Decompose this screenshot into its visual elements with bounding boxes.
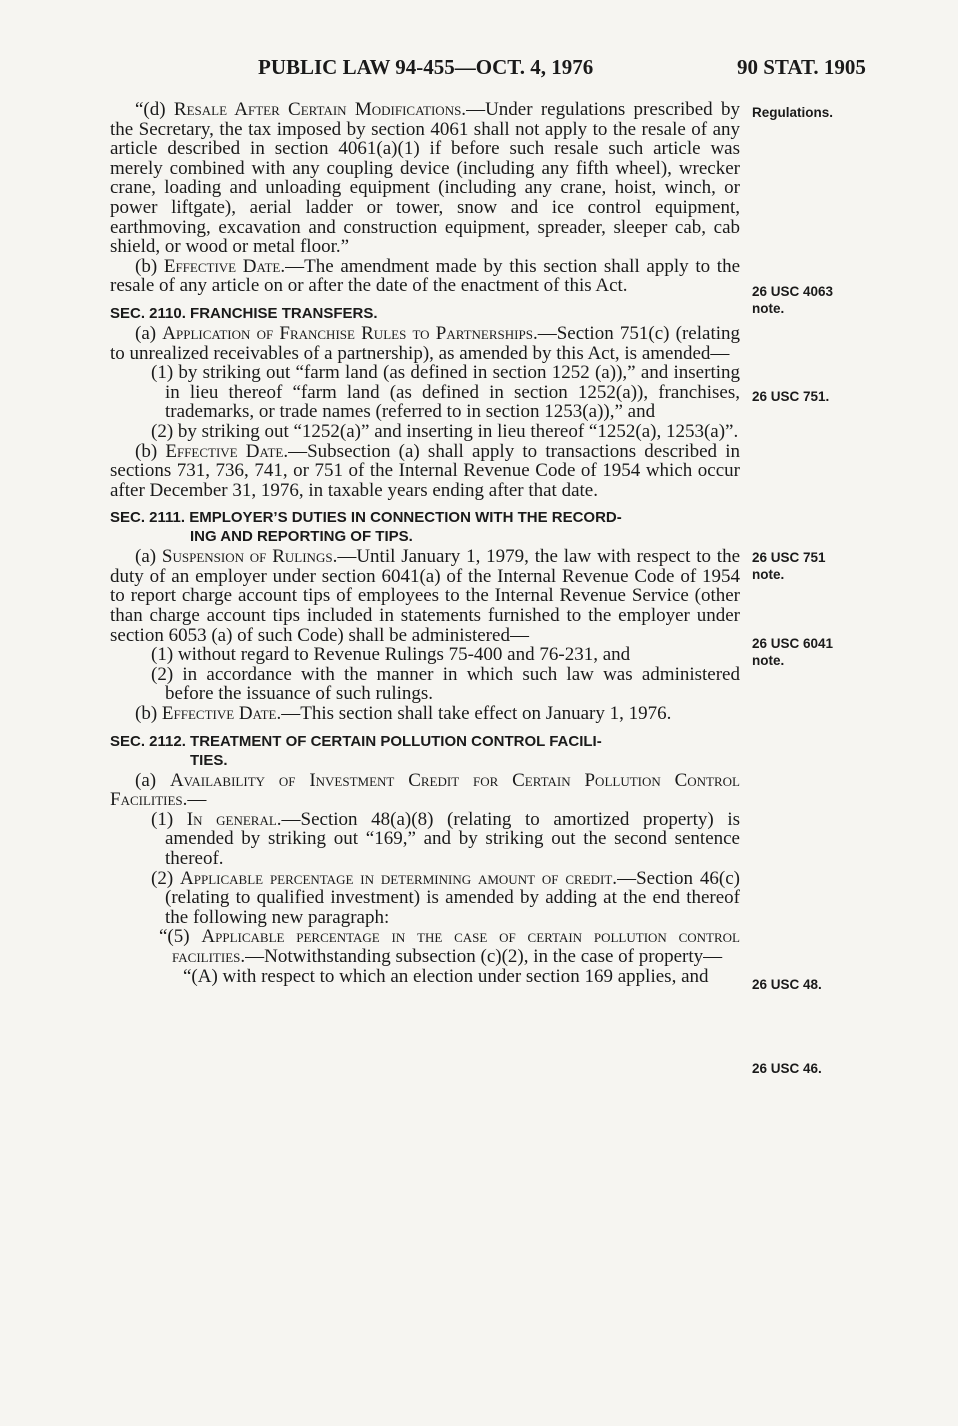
subclause-a-election: “(A) with respect to which an election under section 169 applies, and: [183, 965, 709, 987]
margin-note-48: 26 USC 48.: [752, 977, 822, 992]
clause-1-in-general: (1) In general.—Section 48(a)(8) (relating to amortized property) is amended by striking out “169,” and by striking out the second sentence thereof.: [151, 808, 741, 869]
paragraph-investment-credit: (a) Availability of Investment Credit for Certain Pollution Control Facilities.—: [110, 769, 740, 811]
paragraph-suspension-of-rulings: (a) Suspension of Rulings.—Until January 1, 1979, the law with respect to the duty of an employer under section 6041(a) of the Internal Revenue Code of 1954 to report charge account tips of employees to the Internal Revenue Service (other than charge account tips included in statements furnished to the employer under section 6053 (a) of such Code) shall be administered—: [110, 546, 740, 646]
paragraph-heading: Applicable percentage in the case of certain pollution control facilities.: [172, 926, 740, 967]
page-header: [0, 55, 958, 81]
paragraph-heading: Resale After Certain Modifications.: [173, 99, 467, 120]
margin-note-751: 26 USC 751.: [752, 389, 830, 404]
paragraph-franchise-rules: (a) Application of Franchise Rules to Partnerships.—Section 751(c) (relating to unrealized receivables of a partnership), as amended by this Act, is amended—: [110, 322, 740, 364]
document-body: [110, 100, 740, 986]
section-heading-2110: SEC. 2110. FRANCHISE TRANSFERS.: [110, 304, 378, 322]
paragraph-resale-after-modifications: “(d) Resale After Certain Modifications.—Under regulations prescribed by the Secretary, the tax imposed by section 4061 shall not apply to the resale of any article described in section 4061(a)(1) if before such resale such article was merely combined with any coupling device (including any fifth wheel), wrecker crane, loading and unloading equipment (including any crane, hoist, winch, or power liftgate), aerial ladder or tower, snow and ice control equipment, earthmoving, excavation and construction equipment, spreader, sleeper cab, cab shield, or wood or metal floor.”: [110, 99, 740, 258]
section-heading-2111: SEC. 2111. EMPLOYER’S DUTIES IN CONNECTION WITH THE RECORD- ING AND REPORTING OF TIPS.: [110, 509, 622, 546]
clause-1-farm-land: (1) by striking out “farm land (as defined in section 1252 (a)),” and inserting in lieu thereof “farm land (as defined in section 1252(a)), franchises, trademarks, or trade names (referred to in section 1253(a)),” and: [151, 362, 740, 423]
clause-2-striking-1252: (2) by striking out “1252(a)” and inserting in lieu thereof “1252(a), 1253(a)”.: [151, 420, 739, 442]
clause-2-administered: (2) in accordance with the manner in which such law was administered before the issuance of such rulings.: [151, 663, 740, 705]
paragraph-heading: In general.: [186, 808, 282, 830]
paragraph-heading: Suspension of Rulings.: [161, 546, 338, 568]
margin-note-46: 26 USC 46.: [752, 1061, 822, 1076]
margin-note-751-note: 26 USC 751 note.: [752, 550, 826, 582]
paragraph-effective-date: (b) Effective Date.—This section shall take effect on January 1, 1976.: [135, 703, 672, 725]
paragraph-heading: Availability of Investment Credit for Certain Pollution Control Facilities.: [110, 769, 740, 811]
paragraph-effective-date: (b) Effective Date.—Subsection (a) shall apply to transactions described in sections 731, 736, 741, or 751 of the Internal Revenue Code of 1954 which occur after December 31, 1976, in taxable years ending after that date.: [110, 440, 741, 501]
margin-note-4063: 26 USC 4063 note.: [752, 284, 834, 316]
header-title: PUBLIC LAW 94-455—OCT. 4, 1976: [258, 55, 594, 79]
clause-2-applicable-percentage: (2) Applicable percentage in determining amount of credit.—Section 46(c) (relating to qualified investment) is amended by adding at the end thereof the following new paragraph:: [151, 867, 741, 928]
margin-note-regulations: Regulations.: [752, 105, 834, 120]
header-stat-number: 90 STAT. 1905: [737, 55, 866, 79]
clause-5-pollution-facilities: “(5) Applicable percentage in the case of certain pollution control facilities.—Notwithstanding subsection (c)(2), in the case of property—: [159, 926, 740, 967]
margin-note-6041: 26 USC 6041 note.: [752, 636, 834, 668]
paragraph-heading: Effective Date.: [163, 255, 286, 277]
paragraph-heading: Effective Date.: [161, 703, 282, 725]
paragraph-heading: Applicable percentage in determining amount of credit.: [180, 867, 618, 889]
paragraph-heading: Effective Date.: [165, 440, 289, 462]
paragraph-heading: Application of Franchise Rules to Partnerships.: [162, 322, 538, 344]
clause-1-revenue-rulings: (1) without regard to Revenue Rulings 75-400 and 76-231, and: [151, 644, 631, 666]
paragraph-effective-date: (b) Effective Date.—The amendment made by this section shall apply to the resale of any article on or after the date of the enactment of this Act.: [110, 255, 741, 297]
section-heading-2112: SEC. 2112. TREATMENT OF CERTAIN POLLUTION CONTROL FACILI- TIES.: [110, 732, 602, 769]
